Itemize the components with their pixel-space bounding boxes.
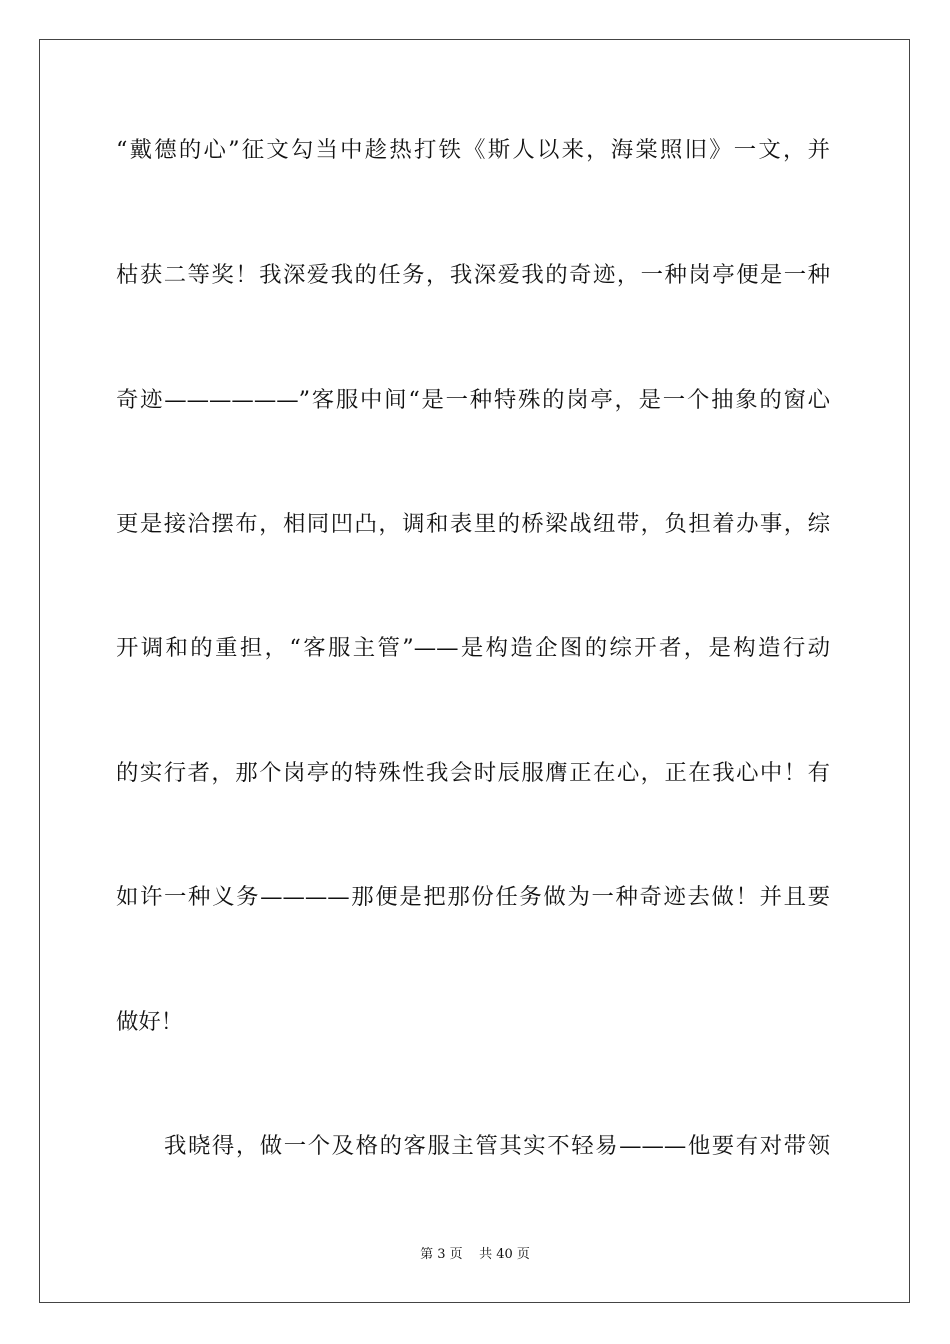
body-text-line-8: 做好！ (116, 1009, 184, 1035)
page-number-footer: 第 3 页 共 40 页 (420, 1247, 530, 1262)
body-text-line-4: 更是接洽摆布，相同凹凸，调和表里的桥梁战纽带，负担着办事，综 (116, 511, 830, 537)
paragraph-2-first-line: 我晓得，做一个及格的客服主管其实不轻易———他要有对带领 (164, 1133, 830, 1159)
body-text-line-6: 的实行者，那个岗亭的特殊性我会时辰服膺正在心，正在我心中！有 (116, 760, 830, 786)
body-text-line-5: 开调和的重担，“客服主管”——是构造企图的综开者，是构造行动 (116, 635, 830, 661)
body-text-line-7: 如许一种义务————那便是把那份任务做为一种奇迹去做！并且要 (116, 884, 830, 910)
body-text-line-3: 奇迹——————”客服中间“是一种特殊的岗亭，是一个抽象的窗心 (116, 387, 830, 413)
page-border (39, 39, 910, 1303)
body-text-line-1: “戴德的心”征文勾当中趁热打铁《斯人以来，海棠照旧》一文，并 (116, 137, 830, 163)
body-text-line-2: 枯获二等奖！我深爱我的任务，我深爱我的奇迹，一种岗亭便是一种 (116, 262, 830, 288)
